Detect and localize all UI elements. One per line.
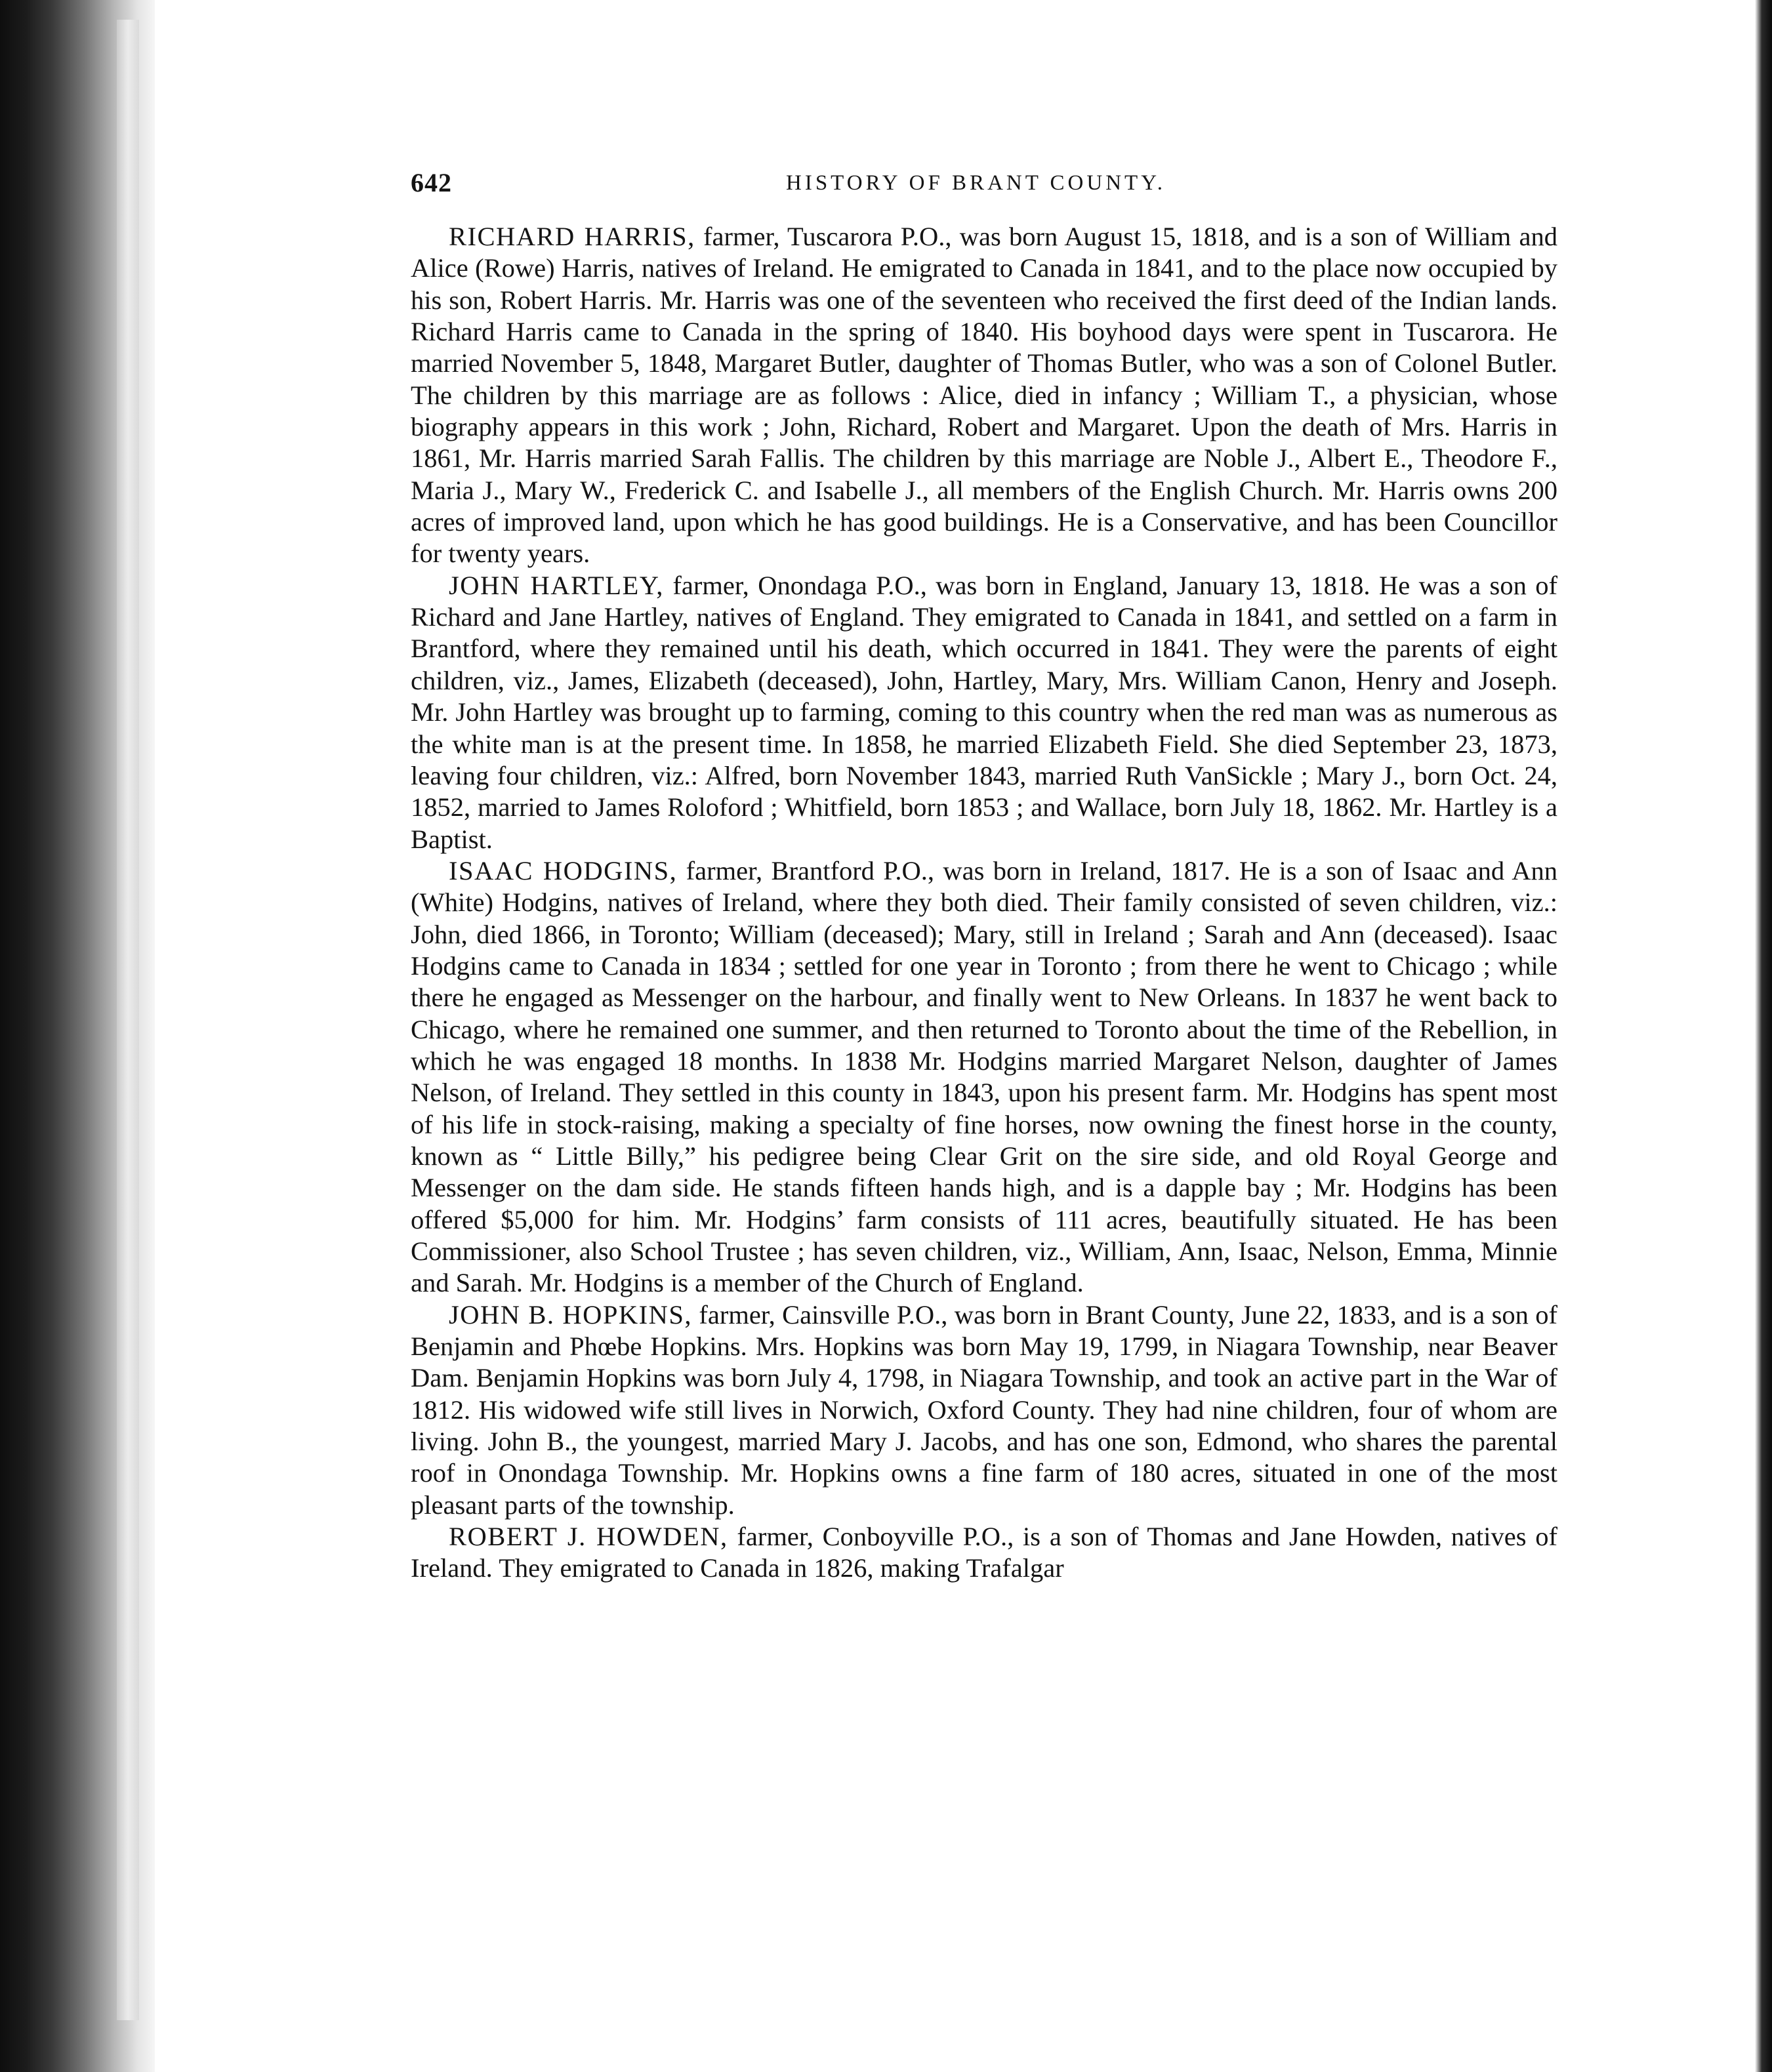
page-header [411,167,1557,214]
entry-text: farmer, Conboyville P.O., is a son of Thomas and Jane Howden, natives of Ireland. They emigrated to Canada in 1826, making Trafalgar [411,1522,1557,1583]
entry-text: farmer, Brantford P.O., was born in Ireland, 1817. He is a son of Isaac and Ann (White) Hodgins, natives of Ireland, where they both died. Their family consisted of seven children, viz.: John, died 1866, in Toronto; William (deceased); Mary, still in Ireland ; Sarah and Ann (deceased). Isaac Hodgins came to Canada in 1834 ; settled for one year in Toronto ; from there he went to Chicago ; while there he engaged as Messenger on the harbour, and finally went to New Orleans. In 1837 he went back to Chicago, where he remained one summer, and then returned to Toronto about the time of the Rebellion, in which he was engaged 18 months. In 1838 Mr. Hodgins married Margaret Nelson, daughter of James Nelson, of Ireland. They settled in this county in 1843, upon his present farm. Mr. Hodgins has spent most of his life in stock-raising, making a specialty of fine horses, now owning the finest horse in the county, known as “ Little Billy,” his pedigree being Clear Grit on the sire side, and old Royal George and Messenger on the dam side. He stands fifteen hands high, and is a dapple bay ; Mr. Hodgins has been offered $5,000 for him. Mr. Hodgins’ farm consists of 111 acres, beautifully situated. He has been Commissioner, also School Trustee ; has seven children, viz., William, Ann, Isaac, Nelson, Emma, Minnie and Sarah. Mr. Hodgins is a member of the Church of England. [411,855,1557,1298]
running-head: HISTORY OF BRANT COUNTY. [786,171,1166,195]
entry-isaac-hodgins [411,855,1557,1299]
page-number: 642 [411,168,452,197]
entry-robert-j-howden [411,1521,1557,1585]
entry-richard-harris [411,221,1557,570]
book-page [411,167,1557,1585]
entry-john-b-hopkins [411,1299,1557,1521]
entry-john-hartley [411,570,1557,855]
entry-name: ISAAC HODGINS, [449,855,678,885]
entry-name: JOHN B. HOPKINS, [449,1299,693,1330]
entry-name: ROBERT J. HOWDEN, [449,1522,728,1552]
gutter-highlight [117,20,139,2020]
biography-entries [411,221,1557,1585]
entry-text: farmer, Tuscarora P.O., was born August 15, 1818, and is a son of William and Alice (Rowe) Harris, natives of Ireland. He emigrated to Canada in 1841, and to the place now occupied by his son, Robert Harris. Mr. Harris was one of the seventeen who received the first deed of the Indian lands. Richard Harris came to Canada in the spring of 1840. His boyhood days were spent in Tuscarora. He married November 5, 1848, Margaret Butler, daughter of Thomas Butler, who was a son of Colonel Butler. The children by this marriage are as follows : Alice, died in infancy ; William T., a physician, whose biography appears in this work ; John, Richard, Robert and Margaret. Upon the death of Mrs. Harris in 1861, Mr. Harris married Sarah Fallis. The children by this marriage are Noble J., Albert E., Theodore F., Maria J., Mary W., Frederick C. and Isabelle J., all members of the English Church. Mr. Harris owns 200 acres of improved land, upon which he has good buildings. He is a Conservative, and has been Councillor for twenty years. [411,222,1557,569]
entry-text: farmer, Cainsville P.O., was born in Brant County, June 22, 1833, and is a son of Benjamin and Phœbe Hopkins. Mrs. Hopkins was born May 19, 1799, in Niagara Township, near Beaver Dam. Benjamin Hopkins was born July 4, 1798, in Niagara Township, and took an active part in the War of 1812. His widowed wife still lives in Norwich, Oxford County. They had nine children, four of whom are living. John B., the youngest, married Mary J. Jacobs, and has one son, Edmond, who shares the parental roof in Onondaga Township. Mr. Hopkins owns a fine farm of 180 acres, situated in one of the most pleasant parts of the township. [411,1299,1557,1520]
entry-text: farmer, Onondaga P.O., was born in England, January 13, 1818. He was a son of Richard and Jane Hartley, natives of England. They emigrated to Canada in 1841, and settled on a farm in Brantford, where they remained until his death, which occurred in 1841. They were the parents of eight children, viz., James, Elizabeth (deceased), John, Hartley, Mary, Mrs. William Canon, Henry and Joseph. Mr. John Hartley was brought up to farming, coming to this country when the red man was as numerous as the white man is at the present time. In 1858, he married Elizabeth Field. She died September 23, 1873, leaving four children, viz.: Alfred, born November 1843, married Ruth VanSickle ; Mary J., born Oct. 24, 1852, married to James Roloford ; Whitfield, born 1853 ; and Wallace, born July 18, 1862. Mr. Hartley is a Baptist. [411,570,1558,854]
page-edge-shadow [1755,0,1772,2072]
entry-name: JOHN HARTLEY, [449,570,664,600]
entry-name: RICHARD HARRIS, [449,222,695,251]
